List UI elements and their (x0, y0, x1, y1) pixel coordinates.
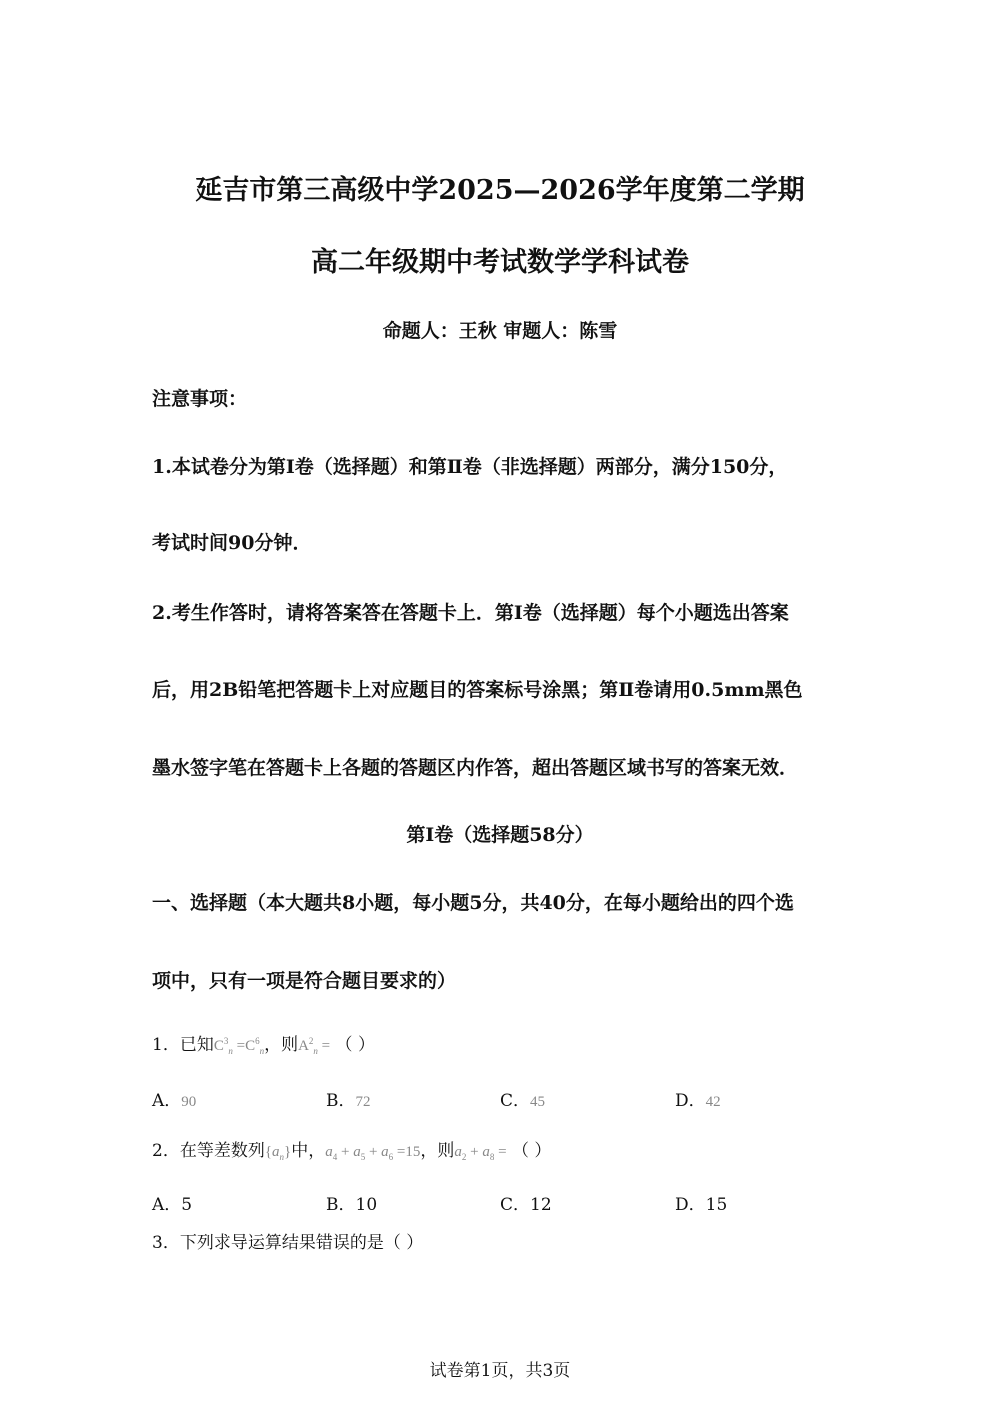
authors-line: 命题人：王秋 审题人：陈雪 (382, 320, 618, 342)
section-title: 第Ⅰ卷（选择题58分） (406, 824, 594, 846)
notice-line: 1.本试卷分为第Ⅰ卷（选择题）和第Ⅱ卷（非选择题）两部分，满分150分， (152, 456, 788, 478)
question-2-sequence-math: $\{a_n\}$ (264, 1144, 292, 1162)
notice-line: 墨水签字笔在答题卡上各题的答题区内作答，超出答题区域书写的答案无效． (152, 757, 799, 779)
question-3: 3．下列求导运算结果错误的是（ ） (152, 1233, 424, 1253)
question-2 (152, 1136, 551, 1162)
question-1-prefix: 1．已知 (152, 1035, 214, 1055)
notice-line: 考试时间90分钟． (152, 532, 312, 554)
option-b: B．72 (326, 1091, 371, 1111)
question-2-condition-math: $a_4 + a_5 + a_6 =15$ (325, 1144, 421, 1162)
option-a: A．90 (152, 1091, 197, 1111)
question-1-condition-math: $C^3_n =C^6_n$ (213, 1036, 265, 1056)
page-footer: 试卷第1页，共3页 (429, 1361, 571, 1381)
question-2-mid: ，则 (420, 1141, 455, 1161)
notice-line: 后，用2B铅笔把答题卡上对应题目的答案标号涂黑；第Ⅱ卷请用0.5mm黑色 (152, 679, 803, 701)
title-line-2: 高二年级期中考试数学学科试卷 (311, 247, 689, 278)
section-instruction: 项中，只有一项是符合题目要求的） (152, 970, 457, 992)
option-a: A．5 (152, 1195, 193, 1215)
question-2-bracket: （ ） (511, 1141, 552, 1161)
question-1 (152, 1030, 375, 1056)
title-line-1: 延吉市第三高级中学2025—2026学年度第二学期 (195, 175, 805, 206)
option-d: D．42 (675, 1091, 721, 1111)
question-2-mid: 中， (291, 1141, 326, 1161)
section-instruction: 一、选择题（本大题共8小题，每小题5分，共40分，在每小题给出的四个选 (152, 892, 794, 914)
option-c: C．12 (500, 1195, 552, 1215)
question-1-target-math: $A^2_n$ = (298, 1036, 331, 1056)
question-2-prefix: 2．在等差数列 (152, 1141, 265, 1161)
option-d: D．15 (675, 1195, 728, 1215)
option-c: C．45 (500, 1091, 546, 1111)
notice-line: 2.考生作答时，请将答案答在答题卡上．第Ⅰ卷（选择题）每个小题选出答案 (152, 602, 789, 624)
question-2-target-math: $a_2 + a_8$ = (454, 1144, 507, 1162)
question-1-mid: ，则 (264, 1035, 299, 1055)
question-1-bracket: （ ） (335, 1035, 375, 1055)
option-b: B．10 (326, 1195, 378, 1215)
notice-heading: 注意事项： (152, 388, 248, 410)
